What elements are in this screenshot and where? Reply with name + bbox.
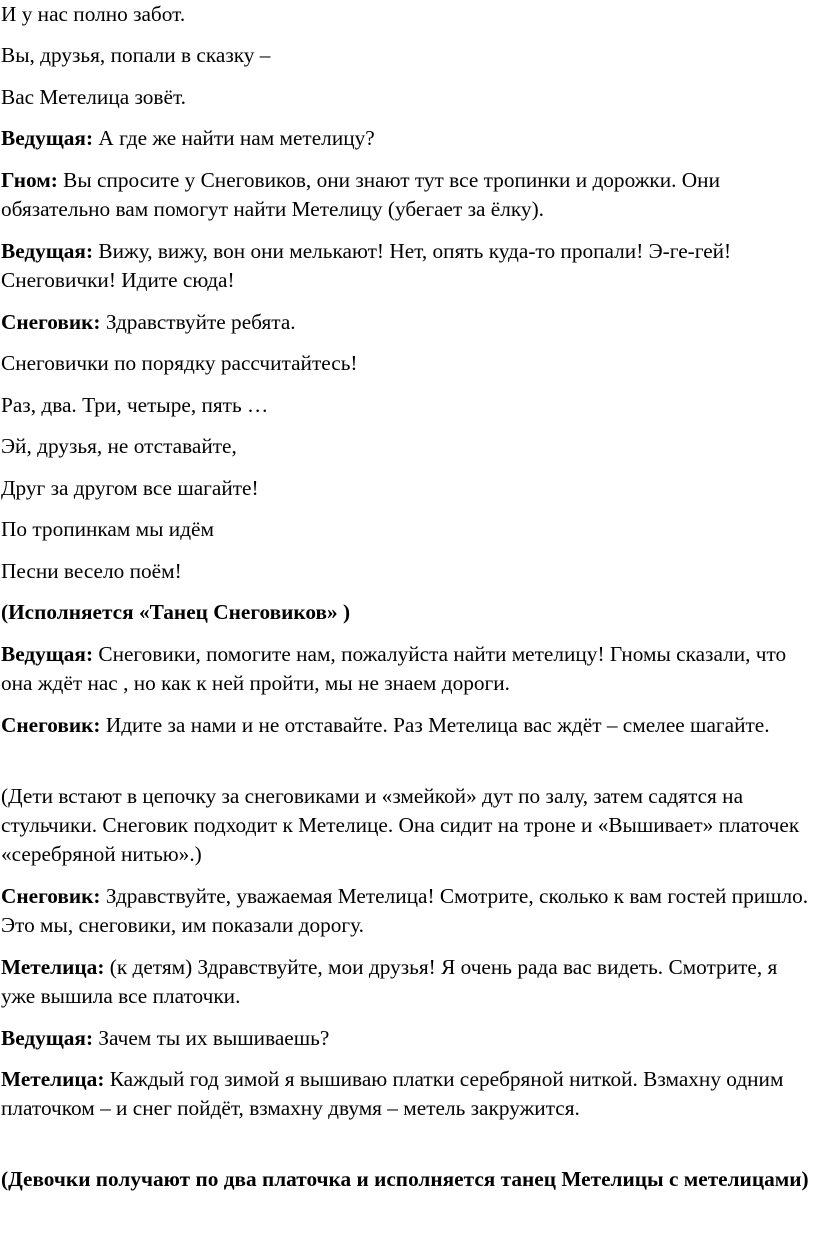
paragraph-text: Снеговики, помогите нам, пожалуйста найти метелицу! Гномы сказали, что она ждёт нас , но как к ней пройти, мы не знаем дороги. bbox=[1, 642, 787, 695]
verse-line bbox=[1, 515, 812, 544]
verse-line bbox=[1, 474, 812, 503]
dialogue-line bbox=[1, 711, 812, 740]
speaker-name: Снеговик: bbox=[1, 884, 101, 908]
paragraph-text: Эй, друзья, не отставайте, bbox=[1, 434, 237, 458]
speaker-name: Ведущая: bbox=[1, 1026, 94, 1050]
dialogue-line bbox=[1, 308, 812, 337]
paragraph-text: Друг за другом все шагайте! bbox=[1, 476, 259, 500]
speaker-name: Снеговик: bbox=[1, 310, 101, 334]
speaker-name: Ведущая: bbox=[1, 642, 94, 666]
speaker-name: Метелица: bbox=[1, 1067, 105, 1091]
paragraph-text: Здравствуйте, уважаемая Метелица! Смотрите, сколько к вам гостей пришло. Это мы, снеговики, им показали дорогу. bbox=[1, 884, 809, 937]
speaker-name: Ведущая: bbox=[1, 239, 94, 263]
verse-line bbox=[1, 83, 812, 112]
paragraph-text: Песни весело поём! bbox=[1, 559, 182, 583]
dialogue-line bbox=[1, 640, 812, 698]
paragraph-text: (Дети встают в цепочку за снеговиками и «змейкой» дут по залу, затем садятся на стульчики. Снеговик подходит к Метелице. Она сидит на троне и «Вышивает» платочек «серебряной нитью».) bbox=[1, 784, 800, 866]
paragraph-text: Здравствуйте ребята. bbox=[100, 310, 296, 334]
paragraph-text: Идите за нами и не отставайте. Раз Метелица вас ждёт – смелее шагайте. bbox=[100, 713, 770, 737]
stage-direction bbox=[1, 782, 812, 869]
dialogue-line bbox=[1, 953, 812, 1011]
speaker-name: Гном: bbox=[1, 168, 58, 192]
stage-direction bbox=[1, 598, 812, 627]
verse-line bbox=[1, 557, 812, 586]
verse-line bbox=[1, 432, 812, 461]
paragraph-text: (к детям) Здравствуйте, мои друзья! Я очень рада вас видеть. Смотрите, я уже вышила все платочки. bbox=[1, 955, 778, 1008]
stage-direction bbox=[1, 1165, 812, 1194]
speaker-name: Ведущая: bbox=[1, 126, 94, 150]
paragraph-text: И у нас полно забот. bbox=[1, 2, 186, 26]
dialogue-line bbox=[1, 124, 812, 153]
dialogue-line bbox=[1, 1024, 812, 1053]
paragraph-text: Раз, два. Три, четыре, пять … bbox=[1, 393, 269, 417]
dialogue-line bbox=[1, 882, 812, 940]
paragraph-text: Зачем ты их вышиваешь? bbox=[93, 1026, 330, 1050]
paragraph-text: Вижу, вижу, вон они мелькают! Нет, опять куда-то пропали! Э-ге-гей! Снеговички! Идите сюда! bbox=[1, 239, 732, 292]
dialogue-line bbox=[1, 166, 812, 224]
verse-line bbox=[1, 0, 812, 29]
speaker-name: Метелица: bbox=[1, 955, 105, 979]
dialogue-line bbox=[1, 1065, 812, 1123]
paragraph-text: А где же найти нам метелицу? bbox=[93, 126, 375, 150]
verse-line bbox=[1, 41, 812, 70]
paragraph-text: По тропинкам мы идём bbox=[1, 517, 214, 541]
paragraph-text: (Девочки получают по два платочка и исполняется танец Метелицы с метелицами) bbox=[1, 1167, 809, 1191]
paragraph-text: Каждый год зимой я вышиваю платки серебряной ниткой. Взмахну одним платочком – и снег пойдёт, взмахну двумя – метель закружится. bbox=[1, 1067, 784, 1120]
paragraph-text: Вас Метелица зовёт. bbox=[1, 85, 186, 109]
paragraph-text: Вы спросите у Снеговиков, они знают тут все тропинки и дорожки. Они обязательно вам помогут найти Метелицу (убегает за ёлку). bbox=[1, 168, 720, 221]
paragraph-text: (Исполняется «Танец Снеговиков» ) bbox=[1, 600, 351, 624]
paragraph-text: Снеговички по порядку рассчитайтесь! bbox=[1, 351, 358, 375]
paragraph-text: Вы, друзья, попали в сказку – bbox=[1, 43, 271, 67]
verse-line bbox=[1, 349, 812, 378]
dialogue-line bbox=[1, 237, 812, 295]
speaker-name: Снеговик: bbox=[1, 713, 101, 737]
verse-line bbox=[1, 391, 812, 420]
